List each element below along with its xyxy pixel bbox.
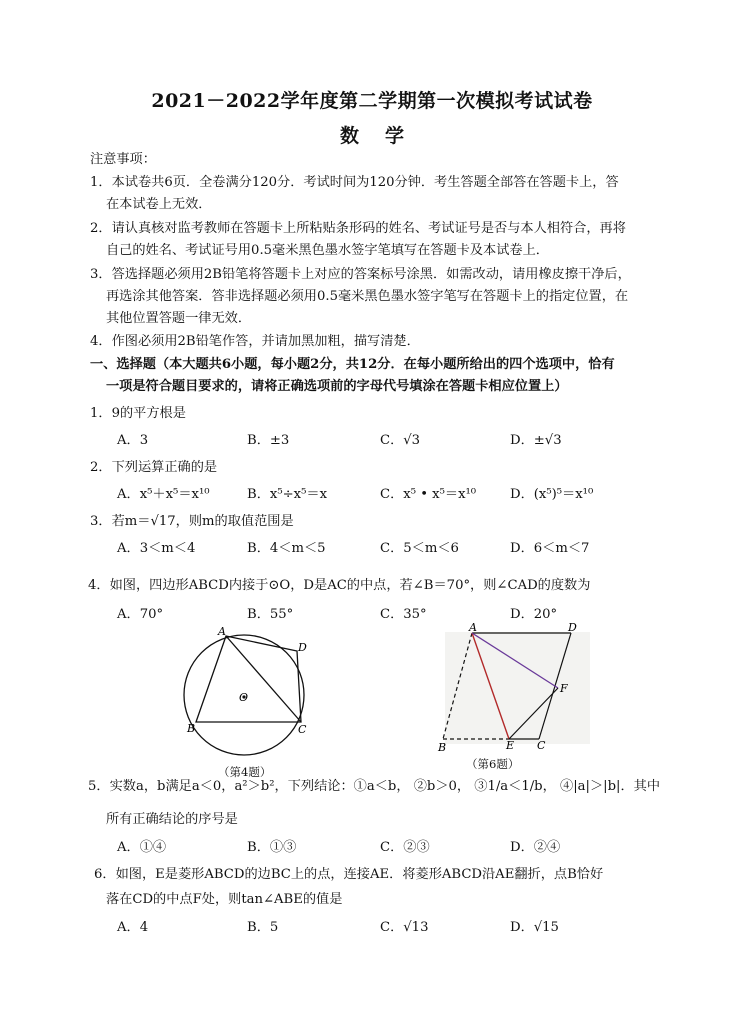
q5-option-b[interactable]: B．①③ [247,840,297,855]
section-heading: 一、选择题（本大题共6小题，每小题2分，共12分．在每小题所给出的四个选项中，恰有 [90,357,615,372]
figure-6-diagram [434,622,594,757]
figure-6-caption: （第6题） [466,757,520,771]
q4-option-c[interactable]: C．35° [380,607,427,622]
label-o: O [239,691,249,704]
question-3-stem: 3．若m＝√17，则m的取值范围是 [90,514,294,529]
note-line: 1．本试卷共6页．全卷满分120分．考试时间为120分钟．考生答题全部答在答题卡上，答 [90,175,619,190]
q6-option-d[interactable]: D．√15 [510,920,559,935]
figure-6-background [445,632,590,744]
note-line: 在本试卷上无效． [106,197,212,212]
label-c: C [537,739,546,752]
note-line: 3．答选择题必须用2B铅笔将答题卡上对应的答案标号涂黑．如需改动，请用橡皮擦干净后， [90,267,631,282]
q1-option-c[interactable]: C．√3 [380,433,421,448]
q3-option-c[interactable]: C．5＜m＜6 [380,541,459,556]
q1-option-a[interactable]: A．3 [117,433,149,448]
q5-option-a[interactable]: A．①④ [117,840,167,855]
exam-subject: 数学 [339,125,430,147]
q4-option-a[interactable]: A．70° [117,607,164,622]
q2-option-d[interactable]: D．(x⁵)⁵＝x¹⁰ [510,487,594,502]
question-2-stem: 2．下列运算正确的是 [90,460,218,475]
q3-option-b[interactable]: B．4＜m＜5 [247,541,326,556]
note-line: 其他位置答题一律无效． [106,311,252,326]
q4-option-b[interactable]: B．55° [247,607,294,622]
q3-option-d[interactable]: D．6＜m＜7 [510,541,590,556]
q2-option-c[interactable]: C．x⁵ • x⁵＝x¹⁰ [380,487,477,502]
label-d: D [568,622,577,634]
q4-option-d[interactable]: D．20° [510,607,558,622]
label-c: C [298,723,307,736]
figure-4-diagram [180,622,330,767]
q5-option-c[interactable]: C．②③ [380,840,430,855]
label-e: E [506,739,515,752]
question-6-stem: 6．如图，E是菱形ABCD的边BC上的点，连接AE．将菱形ABCD沿AE翻折，点B恰好 [94,867,604,882]
label-f: F [560,682,568,695]
q5-option-d[interactable]: D．②④ [510,840,561,855]
notes-heading: 注意事项： [90,152,156,167]
q6-option-c[interactable]: C．√13 [380,920,429,935]
q6-option-b[interactable]: B．5 [247,920,279,935]
q2-option-a[interactable]: A．x⁵＋x⁵＝x¹⁰ [117,487,210,502]
note-line: 再选涂其他答案．答非选择题必须用0.5毫米黑色墨水签字笔写在答题卡上的指定位置，在 [106,289,629,304]
question-4-stem: 4．如图，四边形ABCD内接于⊙O，D是AC的中点，若∠B＝70°，则∠CAD的度数为 [88,578,591,593]
note-line: 自己的姓名、考试证号用0.5毫米黑色墨水签字笔填写在答题卡及本试卷上． [106,243,549,258]
q6-option-a[interactable]: A．4 [117,920,149,935]
exam-title: 2021－2022学年度第二学期第一次模拟考试试卷 [151,90,593,112]
note-line: 2．请认真核对监考教师在答题卡上所粘贴条形码的姓名、考试证号是否与本人相符合，再将 [90,221,626,236]
q3-option-a[interactable]: A．3＜m＜4 [117,541,196,556]
note-line: 4．作图必须用2B铅笔作答，并请加黑加粗，描写清楚． [90,334,420,349]
question-1-stem: 1．9的平方根是 [90,406,186,421]
q1-option-b[interactable]: B．±3 [247,433,290,448]
label-d: D [298,641,307,654]
label-a: A [469,622,477,634]
figure-4-caption: （第4题） [218,765,272,779]
quadrilateral-abcd [196,636,301,722]
question-6-stem-cont: 落在CD的中点F处，则tan∠ABE的值是 [106,892,343,907]
question-5-stem-cont: 所有正确结论的序号是 [106,812,238,827]
label-b: B [187,722,196,735]
section-heading-cont: 一项是符合题目要求的，请将正确选项前的字母代号填涂在答题卡相应位置上） [106,379,568,394]
label-b: B [438,741,447,754]
label-a: A [218,625,226,638]
q2-option-b[interactable]: B．x⁵÷x⁵＝x [247,487,328,502]
q1-option-d[interactable]: D．±√3 [510,433,562,448]
question-5-stem: 5．实数a，b满足a＜0，a²＞b²，下列结论：①a＜b， ②b＞0， ③1/a＜1/b， ④|a|＞|b|．其中 [88,779,661,794]
